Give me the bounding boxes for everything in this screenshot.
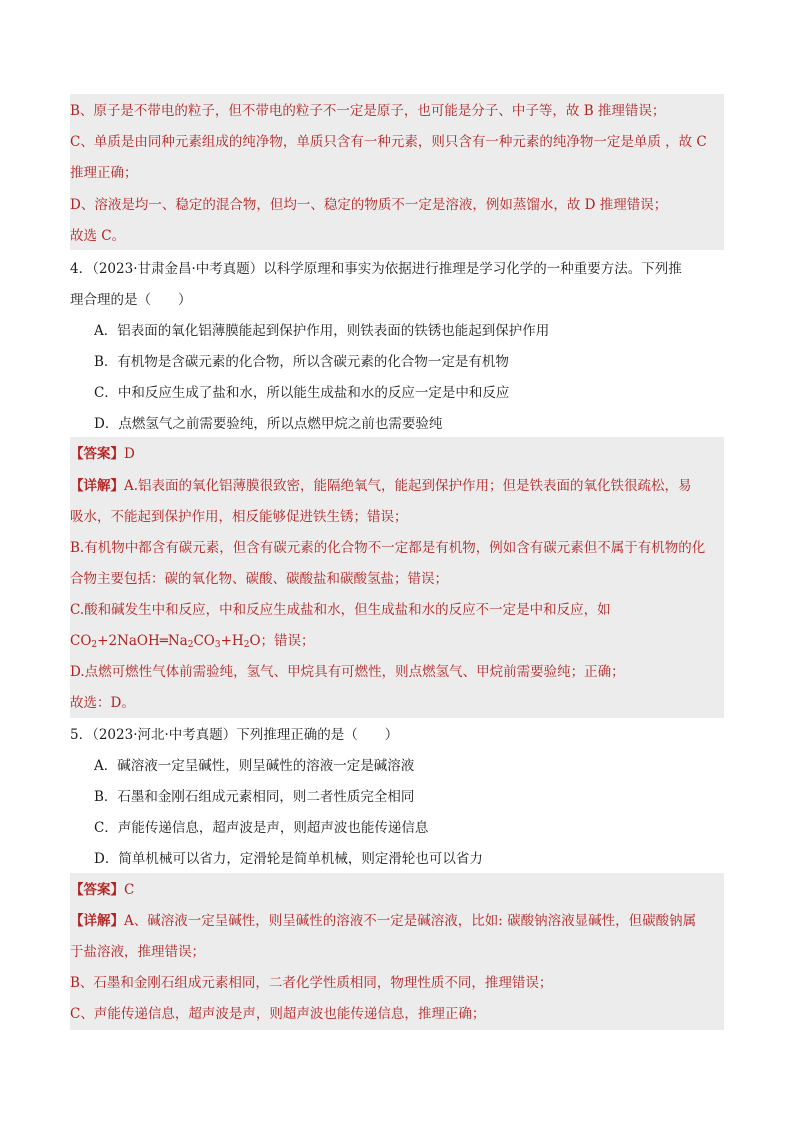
q3-explain-line: 故选 C。 xyxy=(70,228,126,244)
q5-option-c: C．声能传递信息，超声波是声，则超声波也能传递信息 xyxy=(94,820,429,836)
eq-part: O；错误； xyxy=(249,633,315,649)
q4-explain-line: D.点燃可燃性气体前需验纯，氢气、甲烷具有可燃性，则点燃氢气、甲烷前需要验纯；正确； xyxy=(70,664,625,680)
q4-stem-line: 4．（2023·甘肃金昌·中考真题）以科学原理和事实为依据进行推理是学习化学的一种重要方法。下列推 xyxy=(70,261,682,277)
q4-answer xyxy=(70,445,724,463)
eq-sub: 2 xyxy=(91,640,98,650)
q4-explain-line: 合物主要包括：碳的氧化物、碳酸、碳酸盐和碳酸氢盐；错误； xyxy=(70,571,448,587)
eq-part: +H xyxy=(220,633,244,649)
q4-explain-line: 吸水，不能起到保护作用，相反能够促进铁生锈；错误； xyxy=(70,509,408,525)
q4-option-a: A．铝表面的氧化铝薄膜能起到保护作用，则铁表面的铁锈也能起到保护作用 xyxy=(94,323,550,339)
q4-stem-line: 理合理的是（ ） xyxy=(70,292,192,308)
q4-explain-line: C.酸和碱发生中和反应，中和反应生成盐和水，但生成盐和水的反应不一定是中和反应，如 xyxy=(70,602,611,618)
eq-part: CO xyxy=(70,633,92,649)
q5-stem: 5．（2023·河北·中考真题）下列推理正确的是（ ） xyxy=(70,727,399,743)
q5-option-d: D．简单机械可以省力，定滑轮是简单机械，则定滑轮也可以省力 xyxy=(94,851,483,867)
explain-text: A.铝表面的氧化铝薄膜很致密，能隔绝氧气，能起到保护作用；但是铁表面的氧化铁很疏松，易 xyxy=(124,478,692,494)
eq-sub: 3 xyxy=(214,640,221,650)
explain-tag: 【详解】 xyxy=(70,478,124,494)
explain-text: A、碱溶液一定呈碱性，则呈碱性的溶液不一定是碱溶液，比如: 碳酸钠溶液显碱性，但碳酸钠属 xyxy=(124,913,697,929)
q4-explain-first-line xyxy=(70,477,724,495)
explain-tag: 【详解】 xyxy=(70,913,124,929)
q5-explain-line: 于盐溶液，推理错误； xyxy=(70,944,205,960)
q4-option-d: D．点燃氢气之前需要验纯，所以点燃甲烷之前也需要验纯 xyxy=(94,416,443,432)
q4-option-b: B．有机物是含碳元素的化合物，所以含碳元素的化合物一定是有机物 xyxy=(94,354,509,370)
q3-explain-line: C、单质是由同种元素组成的纯净物，单质只含有一种元素，则只含有一种元素的纯净物一定是单质 ，故 C xyxy=(70,134,707,150)
q5-explain-line: C、声能传递信息，超声波是声，则超声波也能传递信息，推理正确； xyxy=(70,1006,486,1022)
answer-value: C xyxy=(124,882,135,898)
q5-option-a: A．碱溶液一定呈碱性，则呈碱性的溶液一定是碱溶液 xyxy=(94,758,415,774)
answer-value: D xyxy=(124,446,135,462)
eq-part: CO xyxy=(193,633,215,649)
q3-explain-line: 推理正确； xyxy=(70,165,138,181)
q5-answer xyxy=(70,881,724,899)
q4-option-c: C．中和反应生成了盐和水，所以能生成盐和水的反应一定是中和反应 xyxy=(94,385,510,401)
q4-explain-line: B.有机物中都含有碳元素，但含有碳元素的化合物不一定都是有机物，例如含有碳元素但不属于有机物的化 xyxy=(70,540,706,556)
answer-tag: 【答案】 xyxy=(70,446,124,462)
answer-tag: 【答案】 xyxy=(70,882,124,898)
eq-part: +2NaOH═Na xyxy=(97,633,188,649)
q5-explain-line: B、石墨和金刚石组成元素相同，二者化学性质相同，物理性质不同，推理错误； xyxy=(70,975,553,991)
q4-chemical-equation xyxy=(70,632,724,650)
eq-sub: 2 xyxy=(187,640,194,650)
q5-explain-first-line xyxy=(70,912,724,930)
eq-sub: 2 xyxy=(243,640,250,650)
q4-explain-line: 故选：D。 xyxy=(70,695,135,711)
q3-explain-line: D、溶液是均一、稳定的混合物，但均一、稳定的物质不一定是溶液，例如蒸馏水，故 D 推理错误； xyxy=(70,197,668,213)
q3-explain-line: B、原子是不带电的粒子，但不带电的粒子不一定是原子，也可能是分子、中子等，故 B 推理错误； xyxy=(70,103,666,119)
q5-option-b: B．石墨和金刚石组成元素相同，则二者性质完全相同 xyxy=(94,789,415,805)
